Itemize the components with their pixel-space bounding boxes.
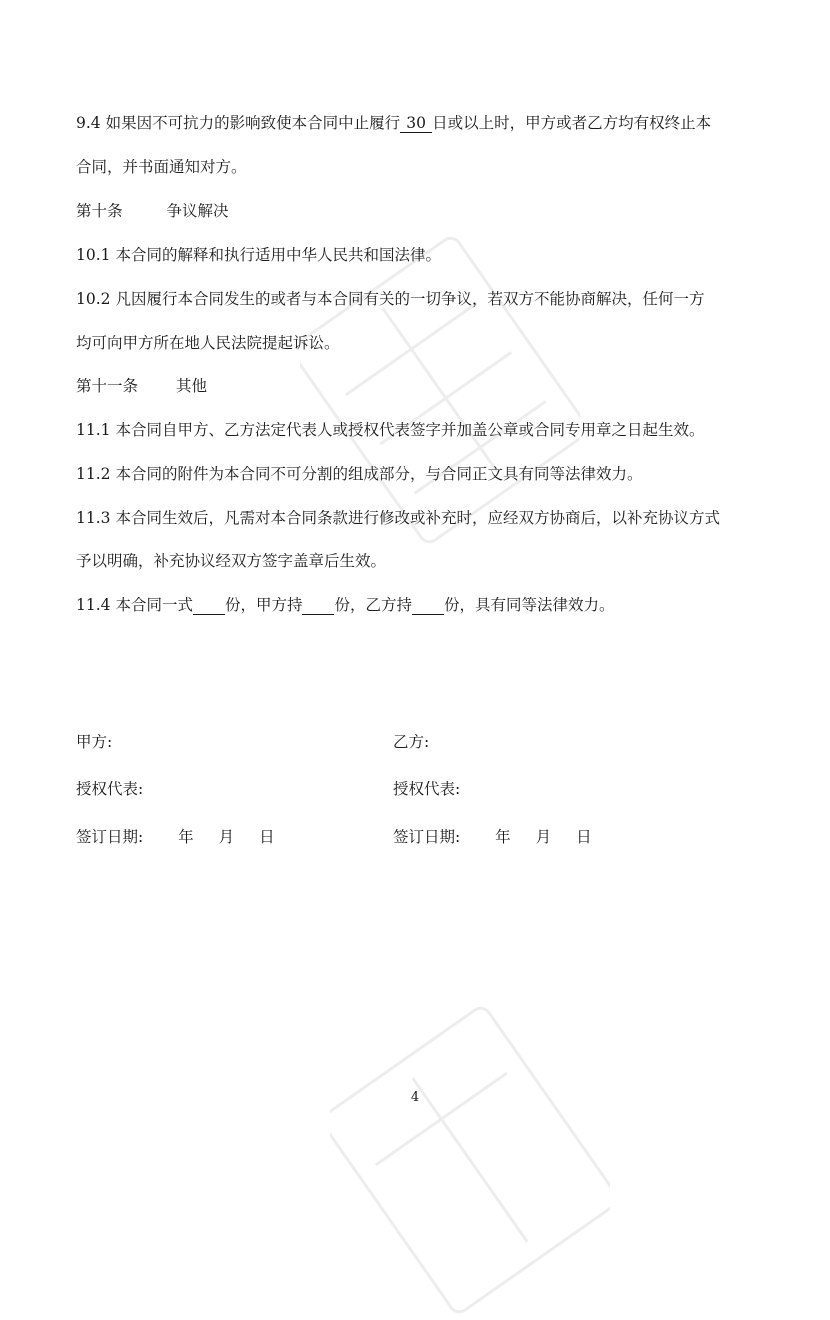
party-b-representative-label: 授权代表: [393,780,461,798]
party-b-date-label: 签订日期: [393,828,461,846]
clause-11-3-line2: 予以明确，补充协议经双方签字盖章后生效。 [76,552,387,570]
party-b-month: 月 [535,828,552,846]
party-a-month: 月 [218,828,235,846]
party-b-sign-date [393,826,592,848]
copies-party-a-blank[interactable] [302,596,334,615]
clause-9-4-days: 30 [400,114,432,133]
watermark-lower [330,1000,610,1320]
party-b-year: 年 [495,828,511,846]
clause-11-4-text-a: 11.4 本合同一式 [76,596,193,614]
copies-total-blank[interactable] [193,596,225,615]
clause-9-4-text-a: 9.4 如果因不可抗力的影响致使本合同中止履行 [76,114,401,132]
party-a-date-label: 签订日期: [76,828,144,846]
copies-party-b-blank[interactable] [412,596,444,615]
clause-10-2-line2: 均可向甲方所在地人民法院提起诉讼。 [76,334,340,352]
clause-11-1: 11.1 本合同自甲方、乙方法定代表人或授权代表签字并加盖公章或合同专用章之日起生效。 [76,421,705,439]
article-11-title: 其他 [176,377,208,395]
article-10-title: 争议解决 [166,202,229,220]
clause-9-4-text-b: 日或以上时，甲方或者乙方均有权终止本 [432,114,712,132]
page-number: 4 [410,1090,420,1105]
watermark [300,230,580,550]
party-a-day: 日 [259,828,275,846]
clause-11-4-text-b: 份，甲方持 [224,596,303,614]
clause-9-4-line1 [76,112,711,134]
clause-11-4-text-c: 份，乙方持 [334,596,412,614]
article-10-heading [76,200,229,222]
article-10-number: 第十条 [76,202,123,220]
party-a-representative-label: 授权代表: [76,780,144,798]
clause-9-4-line2: 合同，并书面通知对方。 [76,158,247,176]
clause-11-2: 11.2 本合同的附件为本合同不可分割的组成部分，与合同正文具有同等法律效力。 [76,465,643,483]
party-b-day: 日 [576,828,592,846]
clause-11-4-text-d: 份，具有同等法律效力。 [443,596,615,614]
clause-11-3-line1: 11.3 本合同生效后，凡需对本合同条款进行修改或补充时，应经双方协商后，以补充协议方式 [76,509,720,527]
party-a-label: 甲方: [76,733,113,751]
party-b-label: 乙方: [393,733,430,751]
party-a-sign-date [76,826,275,848]
clause-10-2-line1: 10.2 凡因履行本合同发生的或者与本合同有关的一切争议，若双方不能协商解决，任何一方 [76,290,705,308]
party-a-year: 年 [178,828,194,846]
clause-11-4 [76,594,615,616]
clause-10-1: 10.1 本合同的解释和执行适用中华人民共和国法律。 [76,246,441,264]
article-11-number: 第十一条 [76,377,139,395]
article-11-heading [76,375,207,397]
